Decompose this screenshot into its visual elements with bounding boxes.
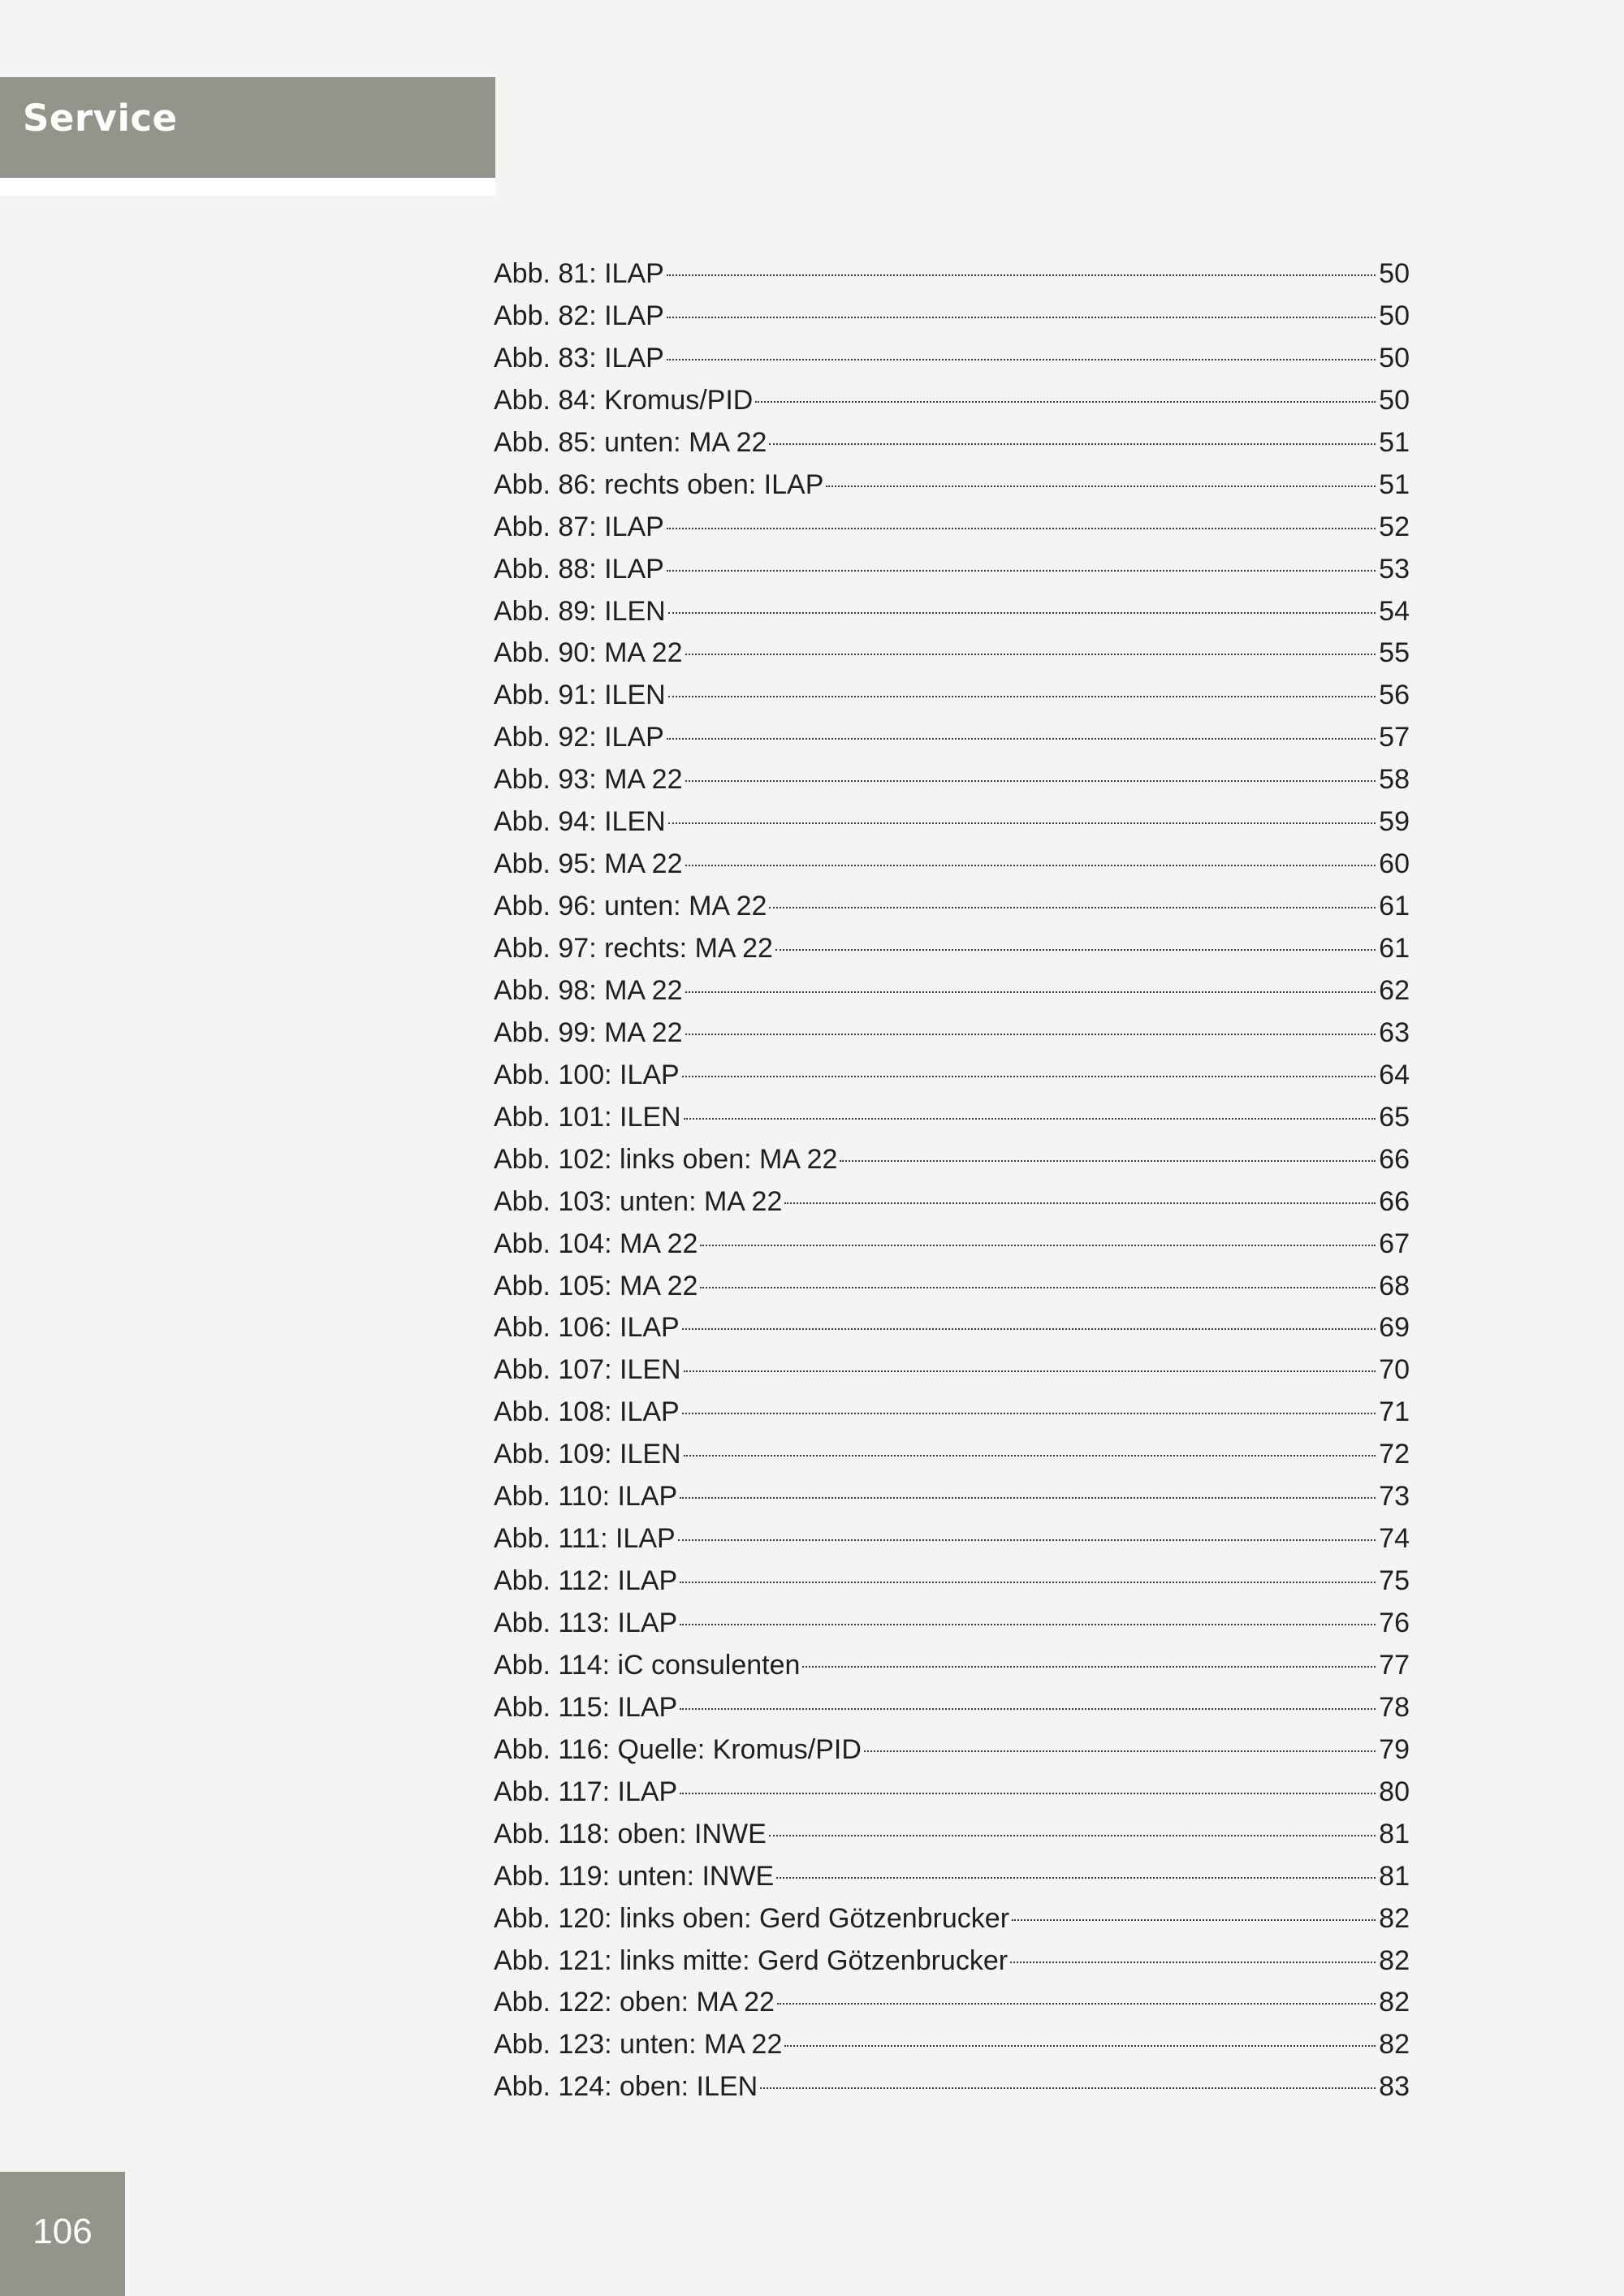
toc-entry-page: 83	[1379, 2071, 1410, 2103]
toc-entry-page: 71	[1379, 1396, 1410, 1428]
toc-entry-page: 78	[1379, 1691, 1410, 1723]
page-number-box	[0, 2172, 125, 2296]
toc-entry-page: 69	[1379, 1312, 1410, 1344]
dot-leader	[700, 1287, 1376, 1288]
dot-leader	[685, 1034, 1376, 1035]
toc-entry-label: Abb. 99: MA 22	[494, 1016, 683, 1048]
toc-entry-page: 50	[1379, 258, 1410, 289]
toc-entry-label: Abb. 118: oben: INWE	[494, 1818, 767, 1849]
toc-entry	[494, 1055, 1410, 1097]
section-title: Service	[23, 97, 178, 140]
toc-entry-page: 82	[1379, 1944, 1410, 1976]
toc-entry	[494, 1603, 1410, 1645]
toc-entry-label: Abb. 97: rechts: MA 22	[494, 933, 773, 964]
toc-entry-label: Abb. 84: Kromus/PID	[494, 384, 754, 416]
toc-entry	[494, 1814, 1410, 1856]
dot-leader	[667, 359, 1376, 360]
dot-leader	[680, 1497, 1376, 1499]
toc-entry-page: 66	[1379, 1185, 1410, 1217]
toc-entry-label: Abb. 108: ILAP	[494, 1396, 680, 1428]
dot-leader	[682, 1328, 1376, 1330]
toc-entry-label: Abb. 90: MA 22	[494, 637, 683, 669]
toc-entry-page: 50	[1379, 342, 1410, 373]
dot-leader	[775, 949, 1376, 951]
dot-leader	[667, 738, 1376, 740]
toc-entry-page: 53	[1379, 553, 1410, 585]
toc-entry-page: 74	[1379, 1523, 1410, 1555]
toc-entry	[494, 464, 1410, 507]
toc-entry-label: Abb. 116: Quelle: Kromus/PID	[494, 1733, 862, 1765]
toc-entry-label: Abb. 94: ILEN	[494, 806, 666, 838]
toc-entry-page: 52	[1379, 511, 1410, 542]
dot-leader	[667, 317, 1376, 318]
toc-entry-label: Abb. 92: ILAP	[494, 722, 664, 753]
toc-entry-page: 56	[1379, 680, 1410, 711]
dot-leader	[784, 2045, 1376, 2047]
toc-entry	[494, 1139, 1410, 1181]
dot-leader	[680, 1708, 1376, 1710]
toc-entry	[494, 2024, 1410, 2066]
toc-entry	[494, 1687, 1410, 1729]
toc-entry-page: 76	[1379, 1608, 1410, 1638]
toc-entry	[494, 380, 1410, 422]
toc-entry-page: 82	[1379, 1987, 1410, 2018]
toc-entry-label: Abb. 123: unten: MA 22	[494, 2029, 783, 2061]
toc-entry	[494, 1012, 1410, 1055]
toc-entry	[494, 759, 1410, 801]
toc-entry-page: 80	[1379, 1776, 1410, 1807]
dot-leader	[1010, 1962, 1376, 1963]
toc-entry	[494, 1392, 1410, 1434]
toc-entry	[494, 1645, 1410, 1687]
toc-entry	[494, 2066, 1410, 2108]
dot-leader	[667, 528, 1376, 529]
toc-entry-label: Abb. 98: MA 22	[494, 974, 683, 1006]
dot-leader	[769, 907, 1376, 908]
toc-entry	[494, 422, 1410, 464]
toc-entry-page: 68	[1379, 1270, 1410, 1301]
toc-entry-label: Abb. 82: ILAP	[494, 300, 664, 331]
toc-entry-label: Abb. 117: ILAP	[494, 1776, 678, 1807]
dot-leader	[667, 274, 1376, 276]
toc-entry-label: Abb. 124: oben: ILEN	[494, 2071, 758, 2103]
toc-entry-page: 59	[1379, 806, 1410, 838]
toc-entry-page: 77	[1379, 1649, 1410, 1681]
dot-leader	[784, 1202, 1376, 1204]
dot-leader	[680, 1624, 1376, 1625]
toc-entry-page: 55	[1379, 637, 1410, 669]
figure-index-list	[494, 253, 1410, 2108]
toc-entry-label: Abb. 112: ILAP	[494, 1565, 678, 1597]
dot-leader	[864, 1750, 1376, 1752]
toc-entry-page: 72	[1379, 1439, 1410, 1470]
toc-entry	[494, 928, 1410, 970]
toc-entry-page: 73	[1379, 1481, 1410, 1513]
dot-leader	[1012, 1919, 1376, 1921]
toc-entry	[494, 844, 1410, 886]
toc-entry-label: Abb. 89: ILEN	[494, 595, 666, 627]
dot-leader	[668, 612, 1376, 614]
toc-entry	[494, 970, 1410, 1012]
toc-entry-label: Abb. 107: ILEN	[494, 1354, 681, 1386]
toc-entry-label: Abb. 105: MA 22	[494, 1270, 698, 1301]
dot-leader	[680, 1582, 1376, 1583]
dot-leader	[840, 1160, 1376, 1162]
dot-leader	[755, 401, 1376, 403]
toc-entry-page: 81	[1379, 1860, 1410, 1892]
dot-leader	[769, 443, 1376, 445]
toc-entry-page: 58	[1379, 764, 1410, 796]
dot-leader	[685, 654, 1376, 655]
toc-entry	[494, 1266, 1410, 1308]
dot-leader	[685, 780, 1376, 782]
toc-entry-label: Abb. 83: ILAP	[494, 342, 664, 373]
toc-entry-page: 64	[1379, 1059, 1410, 1090]
toc-entry	[494, 717, 1410, 759]
toc-entry	[494, 1898, 1410, 1940]
dot-leader	[769, 1835, 1376, 1836]
toc-entry-label: Abb. 104: MA 22	[494, 1228, 698, 1259]
toc-entry-label: Abb. 91: ILEN	[494, 680, 666, 711]
toc-entry	[494, 1982, 1410, 2024]
toc-entry-page: 66	[1379, 1143, 1410, 1175]
dot-leader	[684, 1370, 1376, 1372]
toc-entry-label: Abb. 86: rechts oben: ILAP	[494, 468, 824, 500]
toc-entry-label: Abb. 88: ILAP	[494, 553, 664, 585]
toc-entry-label: Abb. 103: unten: MA 22	[494, 1185, 783, 1217]
dot-leader	[682, 1076, 1376, 1077]
toc-entry	[494, 591, 1410, 633]
toc-entry-label: Abb. 113: ILAP	[494, 1608, 678, 1638]
toc-entry-label: Abb. 122: oben: MA 22	[494, 1987, 775, 2018]
toc-entry	[494, 675, 1410, 717]
toc-entry	[494, 1224, 1410, 1266]
toc-entry	[494, 1518, 1410, 1560]
toc-entry-page: 75	[1379, 1565, 1410, 1597]
toc-entry	[494, 801, 1410, 844]
toc-entry	[494, 1181, 1410, 1224]
section-header-tab	[0, 77, 495, 178]
toc-entry-page: 61	[1379, 933, 1410, 964]
toc-entry	[494, 886, 1410, 928]
dot-leader	[680, 1793, 1376, 1794]
toc-entry	[494, 338, 1410, 380]
toc-entry-label: Abb. 81: ILAP	[494, 258, 664, 289]
toc-entry-page: 67	[1379, 1228, 1410, 1259]
dot-leader	[678, 1539, 1376, 1541]
toc-entry-label: Abb. 93: MA 22	[494, 764, 683, 796]
toc-entry-page: 82	[1379, 1902, 1410, 1934]
toc-entry-page: 79	[1379, 1733, 1410, 1765]
toc-entry-label: Abb. 120: links oben: Gerd Götzenbrucker	[494, 1902, 1010, 1934]
toc-entry	[494, 253, 1410, 296]
toc-entry-page: 65	[1379, 1101, 1410, 1133]
toc-entry-page: 60	[1379, 848, 1410, 880]
toc-entry	[494, 1349, 1410, 1392]
toc-entry-page: 82	[1379, 2029, 1410, 2061]
toc-entry-page: 54	[1379, 595, 1410, 627]
toc-entry-label: Abb. 100: ILAP	[494, 1059, 680, 1090]
toc-entry	[494, 1097, 1410, 1139]
toc-entry-page: 62	[1379, 974, 1410, 1006]
toc-entry-page: 57	[1379, 722, 1410, 753]
toc-entry	[494, 1856, 1410, 1898]
dot-leader	[777, 2003, 1376, 2005]
toc-entry	[494, 1772, 1410, 1814]
toc-entry-page: 81	[1379, 1818, 1410, 1849]
toc-entry	[494, 1940, 1410, 1983]
toc-entry-label: Abb. 114: iC consulenten	[494, 1649, 801, 1681]
toc-entry-page: 51	[1379, 468, 1410, 500]
dot-leader	[685, 865, 1376, 866]
toc-entry-label: Abb. 102: links oben: MA 22	[494, 1143, 838, 1175]
page-number: 106	[32, 2212, 93, 2251]
dot-leader	[684, 1455, 1376, 1457]
dot-leader	[668, 696, 1376, 697]
toc-entry-page: 61	[1379, 891, 1410, 922]
dot-leader	[776, 1877, 1376, 1879]
toc-entry	[494, 632, 1410, 675]
toc-entry-label: Abb. 96: unten: MA 22	[494, 891, 767, 922]
dot-leader	[802, 1666, 1376, 1668]
toc-entry	[494, 296, 1410, 338]
dot-leader	[667, 570, 1376, 572]
toc-entry-label: Abb. 101: ILEN	[494, 1101, 681, 1133]
toc-entry-label: Abb. 115: ILAP	[494, 1691, 678, 1723]
toc-entry	[494, 1729, 1410, 1772]
toc-entry-label: Abb. 109: ILEN	[494, 1439, 681, 1470]
toc-entry-label: Abb. 87: ILAP	[494, 511, 664, 542]
dot-leader	[684, 1118, 1376, 1120]
toc-entry-page: 70	[1379, 1354, 1410, 1386]
dot-leader	[685, 991, 1376, 993]
toc-entry-label: Abb. 85: unten: MA 22	[494, 426, 767, 458]
toc-entry-label: Abb. 119: unten: INWE	[494, 1860, 775, 1892]
toc-entry-label: Abb. 121: links mitte: Gerd Götzenbrucker	[494, 1944, 1009, 1976]
toc-entry-label: Abb. 111: ILAP	[494, 1523, 676, 1555]
toc-entry-page: 51	[1379, 426, 1410, 458]
toc-entry-label: Abb. 95: MA 22	[494, 848, 683, 880]
dot-leader	[826, 486, 1376, 487]
toc-entry	[494, 549, 1410, 591]
toc-entry-page: 63	[1379, 1016, 1410, 1048]
toc-entry	[494, 1434, 1410, 1476]
section-header-underline	[0, 178, 495, 196]
dot-leader	[682, 1413, 1376, 1414]
dot-leader	[700, 1245, 1376, 1246]
toc-entry	[494, 1307, 1410, 1349]
toc-entry	[494, 1476, 1410, 1518]
toc-entry-label: Abb. 106: ILAP	[494, 1312, 680, 1344]
toc-entry-label: Abb. 110: ILAP	[494, 1481, 678, 1513]
toc-entry	[494, 1560, 1410, 1603]
dot-leader	[668, 822, 1376, 824]
dot-leader	[760, 2087, 1376, 2089]
toc-entry	[494, 507, 1410, 549]
toc-entry-page: 50	[1379, 300, 1410, 331]
toc-entry-page: 50	[1379, 384, 1410, 416]
